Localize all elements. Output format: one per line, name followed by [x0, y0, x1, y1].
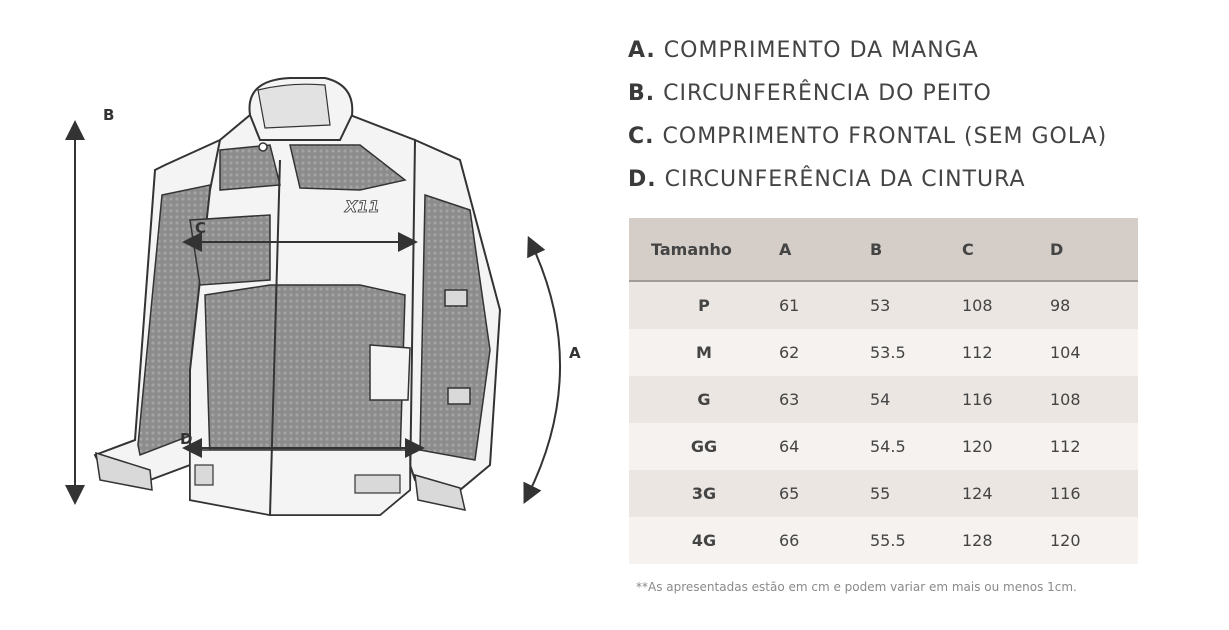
cell-c: 120 — [962, 423, 1050, 470]
label-d: D — [180, 430, 193, 448]
header-c: C — [962, 218, 1050, 281]
legend-text: CIRCUNFERÊNCIA DO PEITO — [663, 81, 992, 106]
legend-text: COMPRIMENTO DA MANGA — [663, 38, 979, 63]
cell-d: 108 — [1050, 376, 1138, 423]
jacket-diagram — [60, 70, 600, 540]
measurement-legend — [628, 34, 1107, 206]
label-c: C — [195, 219, 207, 237]
cell-a: 63 — [779, 376, 870, 423]
table-row — [629, 470, 1138, 517]
cell-b: 53.5 — [870, 329, 962, 376]
cell-size: G — [629, 376, 779, 423]
table-row — [629, 517, 1138, 564]
cell-size: GG — [629, 423, 779, 470]
cell-size: 3G — [629, 470, 779, 517]
cell-d: 120 — [1050, 517, 1138, 564]
cell-c: 112 — [962, 329, 1050, 376]
legend-letter: D. — [628, 167, 657, 192]
table-header-row — [629, 218, 1138, 281]
cell-a: 62 — [779, 329, 870, 376]
cell-b: 54.5 — [870, 423, 962, 470]
cell-b: 53 — [870, 281, 962, 329]
cell-a: 64 — [779, 423, 870, 470]
cell-a: 61 — [779, 281, 870, 329]
cell-c: 108 — [962, 281, 1050, 329]
header-d: D — [1050, 218, 1138, 281]
cell-a: 66 — [779, 517, 870, 564]
cell-c: 116 — [962, 376, 1050, 423]
table-row — [629, 376, 1138, 423]
size-table — [629, 218, 1138, 564]
legend-letter: B. — [628, 81, 656, 106]
label-b: B — [103, 106, 115, 124]
cell-c: 128 — [962, 517, 1050, 564]
header-b: B — [870, 218, 962, 281]
header-tamanho: Tamanho — [629, 218, 779, 281]
arrow-a — [528, 245, 560, 495]
table-row — [629, 423, 1138, 470]
legend-letter: C. — [628, 124, 655, 149]
cell-size: 4G — [629, 517, 779, 564]
cell-d: 104 — [1050, 329, 1138, 376]
legend-text: COMPRIMENTO FRONTAL (SEM GOLA) — [662, 124, 1108, 149]
cell-d: 98 — [1050, 281, 1138, 329]
cell-a: 65 — [779, 470, 870, 517]
cell-c: 124 — [962, 470, 1050, 517]
table-row — [629, 281, 1138, 329]
brand-logo: X11 — [345, 197, 380, 216]
cell-b: 55.5 — [870, 517, 962, 564]
footnote: **As apresentadas estão em cm e podem variar em mais ou menos 1cm. — [636, 580, 1077, 594]
cell-size: P — [629, 281, 779, 329]
cell-size: M — [629, 329, 779, 376]
cell-d: 116 — [1050, 470, 1138, 517]
label-a: A — [569, 344, 581, 362]
legend-item-b — [628, 77, 1107, 120]
cell-b: 54 — [870, 376, 962, 423]
legend-text: CIRCUNFERÊNCIA DA CINTURA — [664, 167, 1026, 192]
table-row — [629, 329, 1138, 376]
legend-letter: A. — [628, 38, 656, 63]
header-a: A — [779, 218, 870, 281]
legend-item-a — [628, 34, 1107, 77]
legend-item-d — [628, 163, 1107, 206]
cell-b: 55 — [870, 470, 962, 517]
cell-d: 112 — [1050, 423, 1138, 470]
legend-item-c — [628, 120, 1107, 163]
